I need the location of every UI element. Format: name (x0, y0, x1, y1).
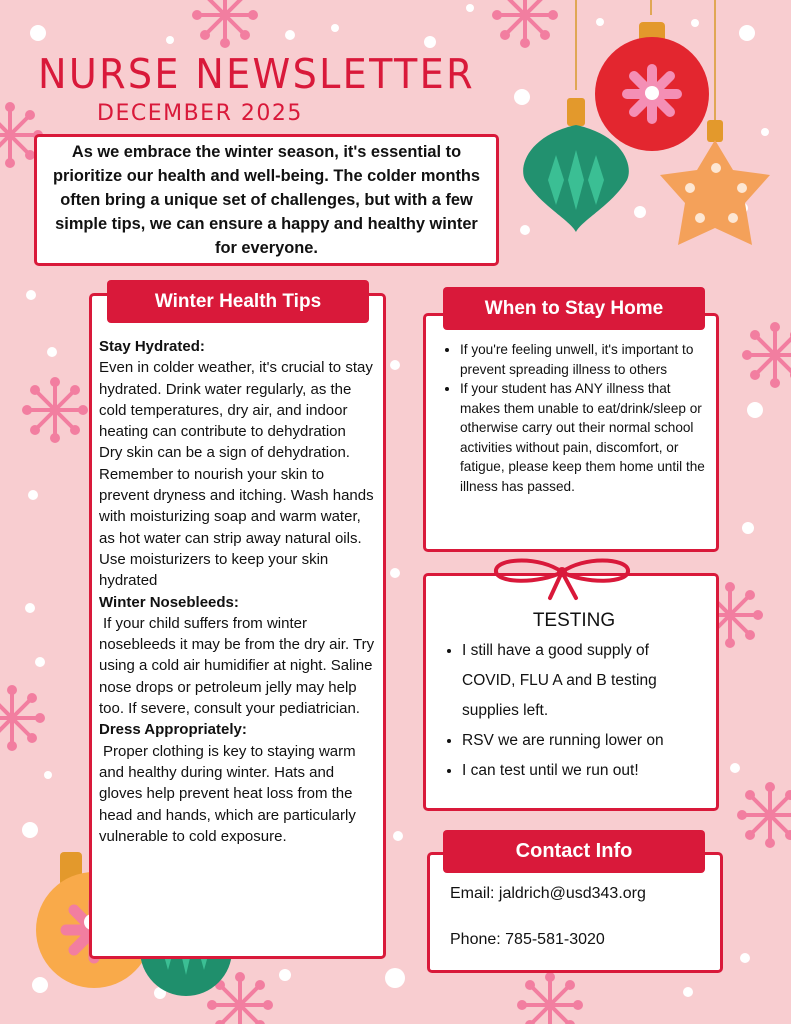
bow-icon (490, 558, 635, 603)
contact-email[interactable]: Email: jaldrich@usd343.org (450, 885, 646, 902)
contact-header: Contact Info (443, 830, 705, 873)
tip-text: Dry skin can be a sign of dehydration. Remember to nourish your skin to prevent dryness and itching. Wash hands with moisturizing soap and warm water, as hot water can strip away natural oils. Use moisturizers to keep your skin hydrated (99, 444, 374, 590)
list-item: • RSV we are running lower on (462, 726, 704, 756)
list-item: • I can test until we run out! (462, 756, 704, 786)
tip-text: Proper clothing is key to staying warm and healthy during winter. Hats and gloves help prevent heat loss from the head and hands, which are particularly vulnerable to cold exposure. (99, 742, 356, 845)
stay-home-box (423, 313, 719, 552)
contact-phone[interactable]: Phone: 785-581-3020 (450, 931, 605, 948)
tip-text: If your child suffers from winter nosebleeds it may be from the dry air. Try using a cold air humidifier at night. Saline nose drops or petroleum jelly may help too. If severe, consult your pediatrician. (99, 614, 375, 718)
winter-tips-box (89, 293, 386, 959)
intro-box (34, 134, 499, 266)
tip-heading: Winter Nosebleeds: (99, 593, 239, 611)
tip-heading: Stay Hydrated: (99, 338, 205, 355)
testing-box (423, 573, 719, 811)
newsletter-date: DECEMBER 2025 (97, 101, 303, 126)
winter-tips-header: Winter Health Tips (107, 280, 369, 323)
list-item: • If your student has ANY illness that makes them unable to eat/drink/sleep or otherwise carry out their normal school activities without pain, discomfort, or fatigue, please keep them home until the illness has passed. (460, 379, 706, 496)
testing-title: TESTING (532, 610, 616, 631)
stay-home-header: When to Stay Home (443, 287, 705, 330)
newsletter-title: NURSE NEWSLETTER (38, 50, 475, 98)
tip-text: Even in colder weather, it's crucial to stay hydrated. Drink water regularly, as the cold temperatures, dry air, and indoor heating can contribute to dehydration (99, 359, 373, 441)
list-item: • I still have a good supply of COVID, FLU A and B testing supplies left. (462, 636, 704, 726)
list-item: • If you're feeling unwell, it's important to prevent spreading illness to others (460, 340, 706, 379)
tip-heading: Dress Appropriately: (99, 721, 247, 739)
intro-text: As we embrace the winter season, it's essential to prioritize our health and well-being. The colder months often bring a unique set of challenges, but with a few simple tips, we can ensure a happy and healthy winter for everyone. (52, 143, 481, 257)
